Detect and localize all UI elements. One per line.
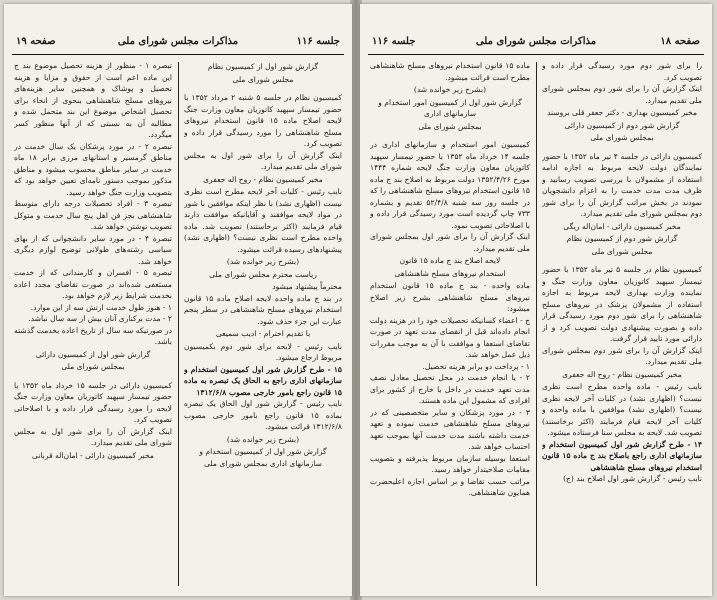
paragraph: را برای شور دوم مورد رسیدگی قرار داده و تصویب کرد. (542, 61, 702, 82)
centered-line: گزارش شور دوم از کمیسیون دارائی (564, 120, 680, 130)
page-number: صفحه ۱۹ (16, 36, 56, 47)
paragraph: کمیسیون دارائی در جلسه ۴ تیر ماه ۱۳۵۲ با حضور نمایندگان دولت لایحه مربوط به اجازه ادامه استفاده از مشمولان با بررسی تصویب رسانید و ظرف مدت مدت خدمت را به اعزام دانشجویان نمودند در بخش مراتب گزارش آن را برای شور دوم بمجلس شورای ملی تقدیم میدارد. (542, 151, 702, 218)
centered-line: مخبر کمیسیون دارائی - امان‌اله قربانی (32, 450, 154, 460)
centered-line: گزارش شور اول از کمیسیون نظام (207, 62, 319, 71)
paragraph: تبصره ۲ - در مورد پزشکان یک سال خدمت در مناطق گرمسیر و استانهای مرزی برابر ۱۸ ماه خدمت در سایر مناطق محسوب میشود و مناطق مذکور بموجب دستور نامه‌ای تعیین خواهد بود که بتصویب وزارت جنگ خواهد رسید. (14, 141, 172, 197)
paragraph: در بند ج ماده واحده لایحه اصلاح ماده ۱۵ قانون استخدام نیروهای مسلح شاهنشاهی در سطر پنجم عبارت این جزء حذف شود. (184, 293, 342, 326)
centered-line: (بشرح زیر خوانده شد) (226, 434, 300, 444)
paragraph: نایب رئیس - ماده واحده مطرح است نظری نیست؟ (اظهاری نشد) در کلیات آخر لایحه نظری نیست؟ (اظهاری نشد) موافقین با ماده واحده و کلیات آخر لایحه قیام فرمایند (اکثر برخاستند) تصویب شد. لایحه به مجلس سنا فرستاده میشود. (542, 382, 702, 437)
centered-line: با تقدیم احترام - ادیب سمیعی (215, 329, 311, 338)
paragraph: اینک گزارش آن را برای شور اول به مجلس شورای ملی تقدیم میدارد. (184, 150, 342, 171)
right-page-header (368, 32, 704, 55)
paragraph: اینک گزارش آن را برای شور اول بمجلس شورای ملی تقدیم میدارد. (370, 232, 530, 253)
right-page-column-right (542, 60, 702, 588)
agenda-heading: ۱۴ - طرح گزارش شور اول کمیسیون استخدام و سازمانهای اداری راجع باصلاح بند ج ماده ۱۵ قانون استخدام نیروهای مسلح شاهنشاهی (542, 439, 702, 472)
session-number: جلسه ۱۱۶ (372, 36, 416, 47)
centered-line: بمجلس شورای ملی (590, 133, 654, 142)
agenda-heading: ۱۵ - طرح گزارش شور اول کمیسیون استخدام و سازمانهای اداری راجع به الحاق یک تبصره به ماده ۱۵ قانون راجع بامور خارجی مصوب ۱۳۱۲/۶/۸ (184, 364, 342, 397)
paragraph: نایب رئیس - گزارش شور اول الحاق یک تبصره بماده ۱۵ قانون راجع بامور خارجی مصوب ۱۳۱۲/۶/۸ قرائت میشود. (184, 399, 342, 431)
paragraph: تبصره ۱ - منظور از هزینه تحصیل موضوع بند ج این ماده اعم است از حقوق و مزایا و هزینه تحصیل و پوشاک و همچنین سایر هزینه‌های نیروهای مسلح شاهنشاهی بنحوی از انحاء برای تحصیل اشخاص موضوع این بند متحمل شده و مطالبه آن به نسبتی که از آنها منظور کسر میگردد. (14, 61, 172, 139)
paragraph: ۲ - مدت برکناری آنان بیش از سه سال نباشد. (28, 314, 172, 323)
centered-line: (بشرح زیر خوانده شد) (413, 85, 487, 94)
paragraph: محترماً پیشنهاد میشود (272, 282, 342, 291)
paragraph: ماده واحده - بند ج ماده ۱۵ قانون استخدام نیروهای مسلح شاهنشاهی بشرح زیر اصلاح میشود: (370, 281, 530, 313)
paragraph: ماده ۱۵ قانون استخدام نیروهای مسلح شاهنشاهی مطرح است قرائت میشود. (370, 61, 530, 82)
right-page (360, 4, 712, 596)
centered-line: بمجلس شورای ملی (61, 362, 125, 371)
left-page (4, 4, 352, 596)
centered-line: (بشرح زیر خوانده شد) (226, 257, 300, 266)
centered-line: گزارش شور اول از کمیسیون دارائی (35, 349, 151, 359)
centered-line: ریاست محترم مجلس شورای ملی (209, 269, 317, 279)
paragraph: کمیسیون دارائی در جلسه ۱۵ خرداد ماه ۱۳۵۲ با حضور تیمسار سپهبد کاتوزیان معاون وزارت جنگ لایحه را مورد رسیدگی قرار داده و با اصلاحاتی تصویب کرد. (14, 380, 172, 424)
column-divider (536, 62, 537, 586)
centered-line: گزارش شور دوم از کمیسیون نظام (566, 234, 678, 243)
paragraph: تبصره ۴ - در مورد سایر دانشجوانی که از بهای سیاسی رشته‌های طولانی توضیح لوازم دیگری خواهد شد. (14, 233, 172, 266)
paragraph: نایب رئیس - لایحه برای شور دوم بکمیسیون مربوط ارجاع میشود. (184, 341, 342, 362)
paragraph: نایب رئیس - گزارش شور اول اصلاح بند (ج) (563, 474, 702, 483)
paragraph: ۱ - هنوز طول خدمت ارتش سه از این موارد. (30, 302, 172, 312)
page-number: صفحه ۱۸ (660, 36, 700, 47)
paragraph: اینک گزارش آن را برای شور دوم بمجلس شورای ملی تقدیم میدارد. (542, 84, 702, 105)
left-page-column-right (184, 60, 342, 588)
centered-line: بمجلس شورای ملی (418, 121, 482, 131)
centered-line: مجلس شورای ملی (232, 74, 294, 84)
paragraph: ۱ - پرداخت دو برابر هزینه تحصیل. (422, 361, 530, 371)
page-title: مذاکرات مجلس شورای ملی (475, 36, 597, 47)
paragraph: تبصره ۵ - افسران و کارمندانی که از خدمت مستعفی شده‌اند در صورت تقاضای مجدد اعاده بخدمت شرایط زیر لازم خواهد بود. (14, 268, 172, 300)
session-number: جلسه ۱۱۶ (296, 36, 340, 47)
centered-line: لایحه اصلاح بند ج ماده ۱۵ قانون (399, 256, 501, 265)
centered-line: مخبر کمیسیون نظام - روح اله جعفری (203, 174, 323, 184)
paragraph: کمیسیون نظام در جلسه ۵ تیر ماه ۱۳۵۲ با حضور تیمسار سپهبد کاتوزیان معاون وزارت جنگ و نماینده وزارت بهداری لایحه مربوط به اجازه استفاده از مشمولان پزشک در نیروهای مسلح شاهنشاهی را برای شور دوم مورد رسیدگی قرار داده و بصورت پیشنهادی دولت تصویب کرد و از دارائی مورد تایید قرار گرفت. (542, 265, 702, 343)
paragraph: اینک گزارش آن را برای شور دوم بمجلس شورای ملی تقدیم میدارد. (542, 345, 702, 366)
page-title: مذاکرات مجلس شورای ملی (117, 36, 239, 47)
paragraph: ۲ - یا انجام خدمت در محل تحصیل معادل نصف مدت تعهد خدمت در داخل یا خارج از کشور برای افرادی که مشمول این ماده هستند. (370, 373, 530, 405)
centered-line: استخدام نیروهای مسلح شاهنشاهی (394, 268, 506, 278)
paragraph: مراتب حسب تقاضا و بر اساس اجازه اعلیحضرت همایون شاهنشاهی. (370, 476, 530, 497)
paragraph: ج - اعضاء کسانیکه تحصیلات خود را در هزینه دولت انجام داده‌اند قبل از انقضای مدت تعهد در صورت تقاضای استعفا و موافقت با آن به موجب مقررات ذیل عمل خواهد شد. (370, 315, 530, 359)
paragraph: در صورتیکه سه سال از تاریخ اعاده بخدمت گذشته باشد. (14, 325, 172, 346)
centered-line: مخبر کمیسیون بهداری - دکتر جعفر قلی بروسند (546, 108, 698, 117)
centered-line: مخبر کمیسیون نظام - روح اله جعفری (562, 369, 682, 379)
centered-line: گزارش شور اول از کمیسیون استخدام و سازمانهای اداری بمجلس شورای ملی (199, 447, 327, 468)
paragraph: استعفا بوسیله سازمان مربوط پذیرفته و بتصویب مقامات صلاحیتدار خواهد رسید. (370, 453, 530, 474)
centered-line: مخبر کمیسیون دارائی - امان‌اله ریگی (563, 221, 681, 231)
right-page-column-left (370, 60, 530, 588)
paragraph: ۳ - در مورد پزشکان و سایر متخصصینی که در نیروهای مسلح شاهنشاهی خدمت نموده و تعهد خدمت داشته باشند مدت خدمت آنها بموجب تعهد احتساب خواهد شد. (370, 407, 530, 451)
left-page-header (12, 32, 344, 55)
paragraph: تبصره ۳ - افراد تحصیلات درجه دارای متوسط شاهنشاهی بجز فن اهل پنج سال خدمت و متوکل تصویب نوشتن خواهد شد. (14, 199, 172, 231)
paragraph: کمیسیون نظام در جلسه ۵ شنبه ۲ مرداد ۱۳۵۲ با حضور تیمسار سپهبد کاتوزیان معاون وزارت جنگ لایحه اصلاح ماده ۱۵ قانون استخدام نیروهای مسلح شاهنشاهی را مورد رسیدگی قرار داده و تصویب کرد. (184, 93, 342, 148)
column-divider (178, 62, 179, 586)
centered-line: مجلس شورای ملی (591, 246, 653, 256)
paragraph: اینک گزارش آن را برای شور اول به مجلس شورای ملی تقدیم میدارد. (14, 426, 172, 447)
left-page-column-left (14, 60, 172, 588)
paragraph: کمیسیون امور استخدام و سازمانهای اداری در جلسه ۱۴ خرداد ماه ۱۳۵۲ با حضور تیمسار سپهبد کاتوزیان معاون وزارت جنگ لایحه شماره ۱۴۴۴ مورخ ۱۳۵۲/۴/۲۶ دولت مربوط به اصلاح بند ج ماده ۱۵ قانون استخدام نیروهای مسلح شاهنشاهی را که در جلسه روز سه شنبه ۵۲/۴/۸ تقدیم و بشماره ۷۳۳ چاپ گردیده است مورد رسیدگی قرار داده و با اصلاحاتی تصویب نمود. (370, 140, 530, 230)
centered-line: گزارش شور اول از کمیسیون امور استخدام و سازمانهای اداری (378, 97, 522, 118)
paragraph: نایب رئیس - کلیات آخر لایحه مطرح است نظری نیست (اظهاری نشد) با نظر اینکه موافقین با شور در مواد لایحه موافقند و آقایانیکه موافقت دارند قیام فرمایند (اکثر برخاستند) تصویب شد. ماده واحده مطرح است نظری نیست؟ (اظهاری نشد) پیشنهادهای رسیده قرائت میشود. (184, 187, 342, 254)
